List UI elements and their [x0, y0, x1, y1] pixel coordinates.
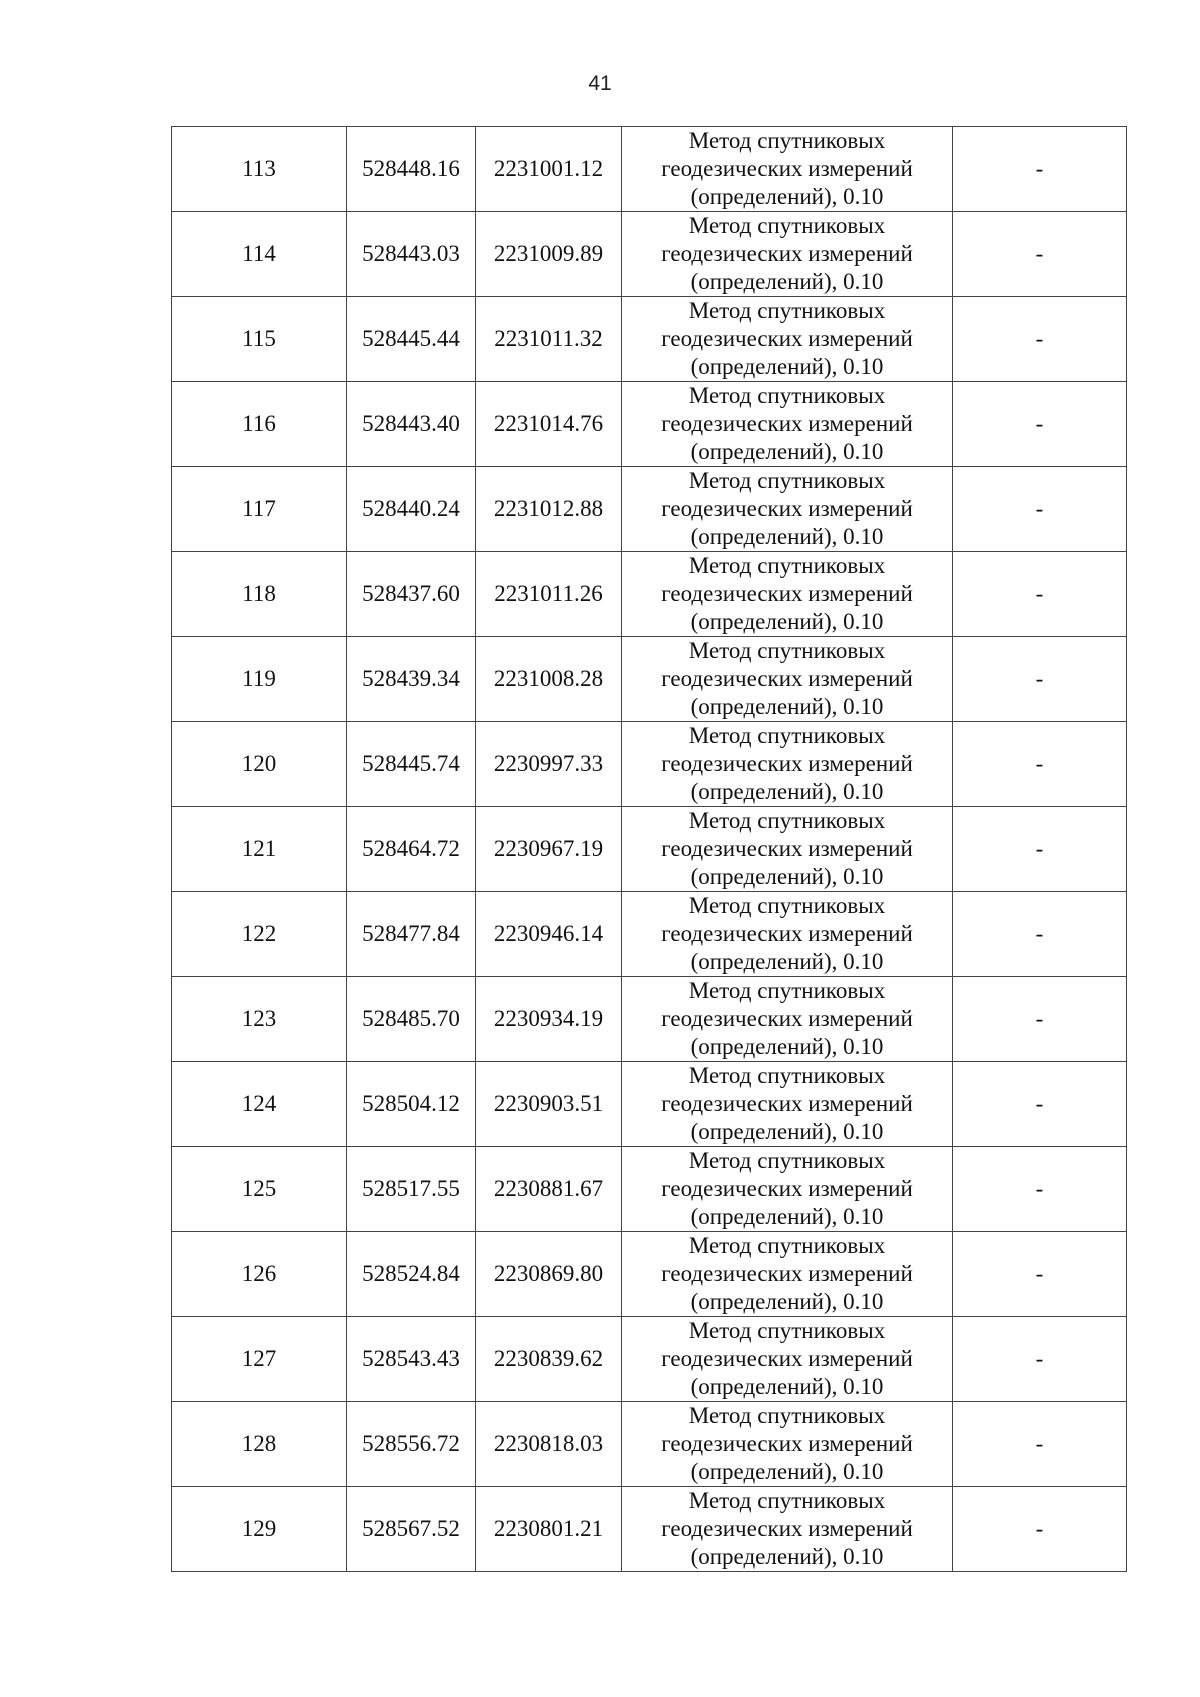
point-number-cell: 113 [172, 127, 347, 212]
note-cell: - [953, 1487, 1127, 1572]
method-cell [622, 382, 953, 467]
note-cell: - [953, 297, 1127, 382]
method-line: Метод спутниковых [688, 298, 886, 323]
method-line: (определений), 0.10 [690, 949, 884, 974]
method-cell [622, 722, 953, 807]
method-line: (определений), 0.10 [690, 1459, 884, 1484]
table-row [172, 1317, 1127, 1402]
method-line: (определений), 0.10 [690, 864, 884, 889]
method-line: (определений), 0.10 [690, 1204, 884, 1229]
method-cell [622, 1402, 953, 1487]
method-line: (определений), 0.10 [690, 354, 884, 379]
point-number-cell: 125 [172, 1147, 347, 1232]
x-coordinate-cell: 528477.84 [347, 892, 476, 977]
x-coordinate-cell: 528543.43 [347, 1317, 476, 1402]
method-cell [622, 127, 953, 212]
note-cell: - [953, 1317, 1127, 1402]
x-coordinate-cell: 528445.44 [347, 297, 476, 382]
method-line: геодезических измерений [661, 1006, 913, 1031]
method-cell [622, 1062, 953, 1147]
method-line: геодезических измерений [661, 836, 913, 861]
point-number-cell: 114 [172, 212, 347, 297]
point-number-cell: 129 [172, 1487, 347, 1572]
y-coordinate-cell: 2230801.21 [476, 1487, 622, 1572]
method-cell [622, 552, 953, 637]
method-line: геодезических измерений [661, 1431, 913, 1456]
x-coordinate-cell: 528464.72 [347, 807, 476, 892]
page-number: 41 [588, 72, 612, 95]
point-number-cell: 126 [172, 1232, 347, 1317]
y-coordinate-cell: 2231011.32 [476, 297, 622, 382]
note-cell: - [953, 382, 1127, 467]
point-number-cell: 120 [172, 722, 347, 807]
method-cell [622, 1147, 953, 1232]
method-cell [622, 1317, 953, 1402]
method-line: Метод спутниковых [688, 1063, 886, 1088]
note-cell: - [953, 892, 1127, 977]
y-coordinate-cell: 2230946.14 [476, 892, 622, 977]
method-cell [622, 807, 953, 892]
x-coordinate-cell: 528567.52 [347, 1487, 476, 1572]
method-line: Метод спутниковых [688, 1148, 886, 1173]
method-line: (определений), 0.10 [690, 524, 884, 549]
method-line: геодезических измерений [661, 496, 913, 521]
method-line: геодезических измерений [661, 1516, 913, 1541]
x-coordinate-cell: 528504.12 [347, 1062, 476, 1147]
y-coordinate-cell: 2231014.76 [476, 382, 622, 467]
y-coordinate-cell: 2230839.62 [476, 1317, 622, 1402]
y-coordinate-cell: 2231009.89 [476, 212, 622, 297]
method-line: (определений), 0.10 [690, 184, 884, 209]
note-cell: - [953, 977, 1127, 1062]
note-cell: - [953, 1402, 1127, 1487]
y-coordinate-cell: 2230967.19 [476, 807, 622, 892]
method-cell [622, 212, 953, 297]
point-number-cell: 117 [172, 467, 347, 552]
method-cell [622, 637, 953, 722]
method-line: геодезических измерений [661, 241, 913, 266]
method-line: геодезических измерений [661, 666, 913, 691]
note-cell: - [953, 1062, 1127, 1147]
method-line: Метод спутниковых [688, 213, 886, 238]
note-cell: - [953, 722, 1127, 807]
method-cell [622, 467, 953, 552]
x-coordinate-cell: 528448.16 [347, 127, 476, 212]
x-coordinate-cell: 528485.70 [347, 977, 476, 1062]
note-cell: - [953, 1232, 1127, 1317]
method-line: Метод спутниковых [688, 553, 886, 578]
method-line: Метод спутниковых [688, 638, 886, 663]
note-cell: - [953, 807, 1127, 892]
method-line: геодезических измерений [661, 1346, 913, 1371]
y-coordinate-cell: 2231012.88 [476, 467, 622, 552]
table-row [172, 892, 1127, 977]
x-coordinate-cell: 528440.24 [347, 467, 476, 552]
y-coordinate-cell: 2230934.19 [476, 977, 622, 1062]
method-cell [622, 977, 953, 1062]
point-number-cell: 119 [172, 637, 347, 722]
table-row [172, 1487, 1127, 1572]
y-coordinate-cell: 2231001.12 [476, 127, 622, 212]
note-cell: - [953, 552, 1127, 637]
table-row [172, 722, 1127, 807]
y-coordinate-cell: 2230881.67 [476, 1147, 622, 1232]
method-line: (определений), 0.10 [690, 439, 884, 464]
method-line: (определений), 0.10 [690, 1544, 884, 1569]
method-cell [622, 1487, 953, 1572]
method-line: геодезических измерений [661, 921, 913, 946]
x-coordinate-cell: 528437.60 [347, 552, 476, 637]
table-row [172, 467, 1127, 552]
method-line: Метод спутниковых [688, 808, 886, 833]
method-line: Метод спутниковых [688, 128, 886, 153]
point-number-cell: 118 [172, 552, 347, 637]
note-cell: - [953, 212, 1127, 297]
table-row [172, 1147, 1127, 1232]
x-coordinate-cell: 528556.72 [347, 1402, 476, 1487]
table-row [172, 212, 1127, 297]
x-coordinate-cell: 528439.34 [347, 637, 476, 722]
note-cell: - [953, 1147, 1127, 1232]
table-row [172, 637, 1127, 722]
point-number-cell: 123 [172, 977, 347, 1062]
method-line: (определений), 0.10 [690, 694, 884, 719]
method-line: геодезических измерений [661, 751, 913, 776]
x-coordinate-cell: 528443.40 [347, 382, 476, 467]
method-cell [622, 1232, 953, 1317]
point-number-cell: 124 [172, 1062, 347, 1147]
method-line: (определений), 0.10 [690, 609, 884, 634]
method-cell [622, 297, 953, 382]
table-row [172, 1402, 1127, 1487]
method-cell [622, 892, 953, 977]
note-cell: - [953, 127, 1127, 212]
note-cell: - [953, 637, 1127, 722]
method-line: геодезических измерений [661, 1261, 913, 1286]
point-number-cell: 121 [172, 807, 347, 892]
y-coordinate-cell: 2230997.33 [476, 722, 622, 807]
method-line: Метод спутниковых [688, 1403, 886, 1428]
method-line: геодезических измерений [661, 1091, 913, 1116]
x-coordinate-cell: 528445.74 [347, 722, 476, 807]
table-row [172, 552, 1127, 637]
method-line: (определений), 0.10 [690, 1119, 884, 1144]
method-line: (определений), 0.10 [690, 269, 884, 294]
table-row [172, 297, 1127, 382]
y-coordinate-cell: 2231011.26 [476, 552, 622, 637]
method-line: Метод спутниковых [688, 1488, 886, 1513]
method-line: геодезических измерений [661, 1176, 913, 1201]
method-line: Метод спутниковых [688, 978, 886, 1003]
point-number-cell: 127 [172, 1317, 347, 1402]
table-row [172, 807, 1127, 892]
point-number-cell: 116 [172, 382, 347, 467]
table-body [172, 127, 1127, 1572]
note-cell: - [953, 467, 1127, 552]
method-line: (определений), 0.10 [690, 779, 884, 804]
y-coordinate-cell: 2230869.80 [476, 1232, 622, 1317]
x-coordinate-cell: 528443.03 [347, 212, 476, 297]
coordinates-table [171, 126, 1127, 1572]
method-line: (определений), 0.10 [690, 1374, 884, 1399]
method-line: Метод спутниковых [688, 1233, 886, 1258]
x-coordinate-cell: 528524.84 [347, 1232, 476, 1317]
method-line: (определений), 0.10 [690, 1289, 884, 1314]
table-row [172, 382, 1127, 467]
method-line: геодезических измерений [661, 156, 913, 181]
table-row [172, 977, 1127, 1062]
point-number-cell: 128 [172, 1402, 347, 1487]
method-line: Метод спутниковых [688, 383, 886, 408]
method-line: геодезических измерений [661, 581, 913, 606]
y-coordinate-cell: 2230818.03 [476, 1402, 622, 1487]
method-line: геодезических измерений [661, 326, 913, 351]
table-row [172, 127, 1127, 212]
x-coordinate-cell: 528517.55 [347, 1147, 476, 1232]
method-line: геодезических измерений [661, 411, 913, 436]
method-line: Метод спутниковых [688, 723, 886, 748]
method-line: Метод спутниковых [688, 468, 886, 493]
y-coordinate-cell: 2231008.28 [476, 637, 622, 722]
method-line: Метод спутниковых [688, 1318, 886, 1343]
point-number-cell: 115 [172, 297, 347, 382]
y-coordinate-cell: 2230903.51 [476, 1062, 622, 1147]
method-line: (определений), 0.10 [690, 1034, 884, 1059]
table-row [172, 1232, 1127, 1317]
table-row [172, 1062, 1127, 1147]
point-number-cell: 122 [172, 892, 347, 977]
method-line: Метод спутниковых [688, 893, 886, 918]
